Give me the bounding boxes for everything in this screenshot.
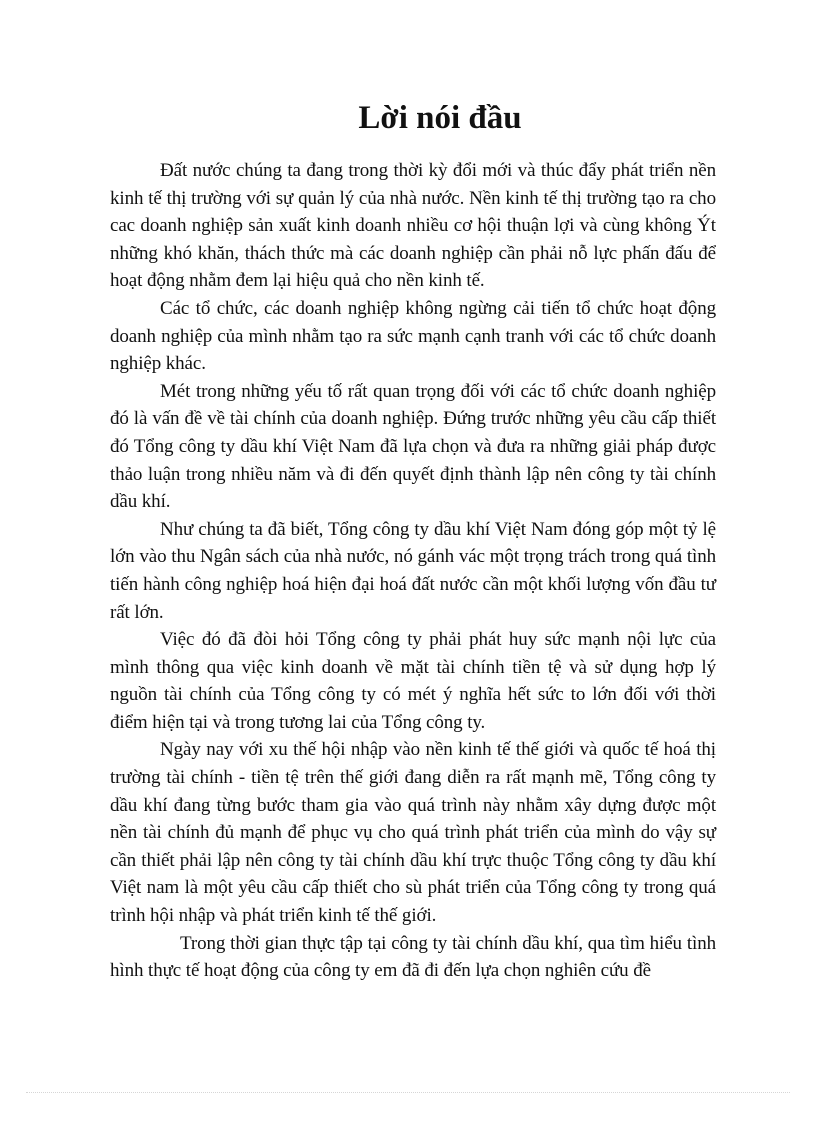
paragraph-2: Các tổ chức, các doanh nghiệp không ngừng cải tiến tổ chức hoạt động doanh nghiệp của mình nhằm tạo ra sức mạnh cạnh tranh với các tổ chức doanh nghiệp khác. — [110, 297, 716, 375]
body-text — [110, 157, 716, 985]
paragraph-1: Đất nước chúng ta đang trong thời kỳ đổi mới và thúc đẩy phát triển nền kinh tế thị trường với sự quản lý của nhà nước. Nền kinh tế thị trường tạo ra cho cac doanh nghiệp sản xuất kinh doanh nhiều cơ hội thuận lợi và cùng không Ýt những khó khăn, thách thức mà các doanh nghiệp cần phải nỗ lực phấn đấu để hoạt động nhằm đem lại hiệu quả cho nền kinh tế. — [110, 160, 716, 292]
page-footer-divider — [26, 1092, 790, 1093]
paragraph-4: Như chúng ta đã biết, Tổng công ty dầu khí Việt Nam đóng góp một tỷ lệ lớn vào thu Ngân sách của nhà nước, nó gánh vác một trọng trách trong quá tình tiến hành công nghiệp hoá hiện đại hoá đất nước cần một khối lượng vốn đầu tư rất lớn. — [110, 518, 716, 623]
page-title: Lời nói đầu — [358, 100, 522, 136]
paragraph-5: Việc đó đã đòi hỏi Tổng công ty phải phát huy sức mạnh nội lực của mình thông qua việc kinh doanh về mặt tài chính tiền tệ và sử dụng hợp lý nguồn tài chính của Tổng công ty có mét ý nghĩa hết sức to lớn đối với thời điểm hiện tại và trong tương lai của Tổng công ty. — [110, 629, 716, 733]
paragraph-7: Trong thời gian thực tập tại công ty tài chính dầu khí, qua tìm hiểu tình hình thực tế hoạt động của công ty em đã đi đến lựa chọn nghiên cứu đề — [110, 932, 716, 982]
paragraph-3: Mét trong những yếu tố rất quan trọng đối với các tổ chức doanh nghiệp đó là vấn đề về tài chính của doanh nghiệp. Đứng trước những yêu cầu cấp thiết đó Tổng công ty dầu khí Việt Nam đã lựa chọn và đưa ra những giải pháp được thảo luận trong nhiều năm và đi đến quyết định thành lập nên công ty tài chính dầu khí. — [110, 380, 716, 513]
paragraph-6: Ngày nay với xu thế hội nhập vào nền kinh tế thế giới và quốc tế hoá thị trường tài chính - tiền tệ trên thế giới đang diễn ra rất mạnh mẽ, Tổng công ty dầu khí đang từng bước tham gia vào quá trình này nhằm xây dựng được một nền tài chính đủ mạnh để phục vụ cho quá trình phát triển của mình do vậy sự cần thiết phải lập nên công ty tài chính dầu khí trực thuộc Tổng công ty dầu khí Việt nam là một yêu cầu cấp thiết cho sù phát triển của Tổng công ty trong quá trình hội nhập và phát triển kinh tế thế giới. — [110, 739, 716, 927]
